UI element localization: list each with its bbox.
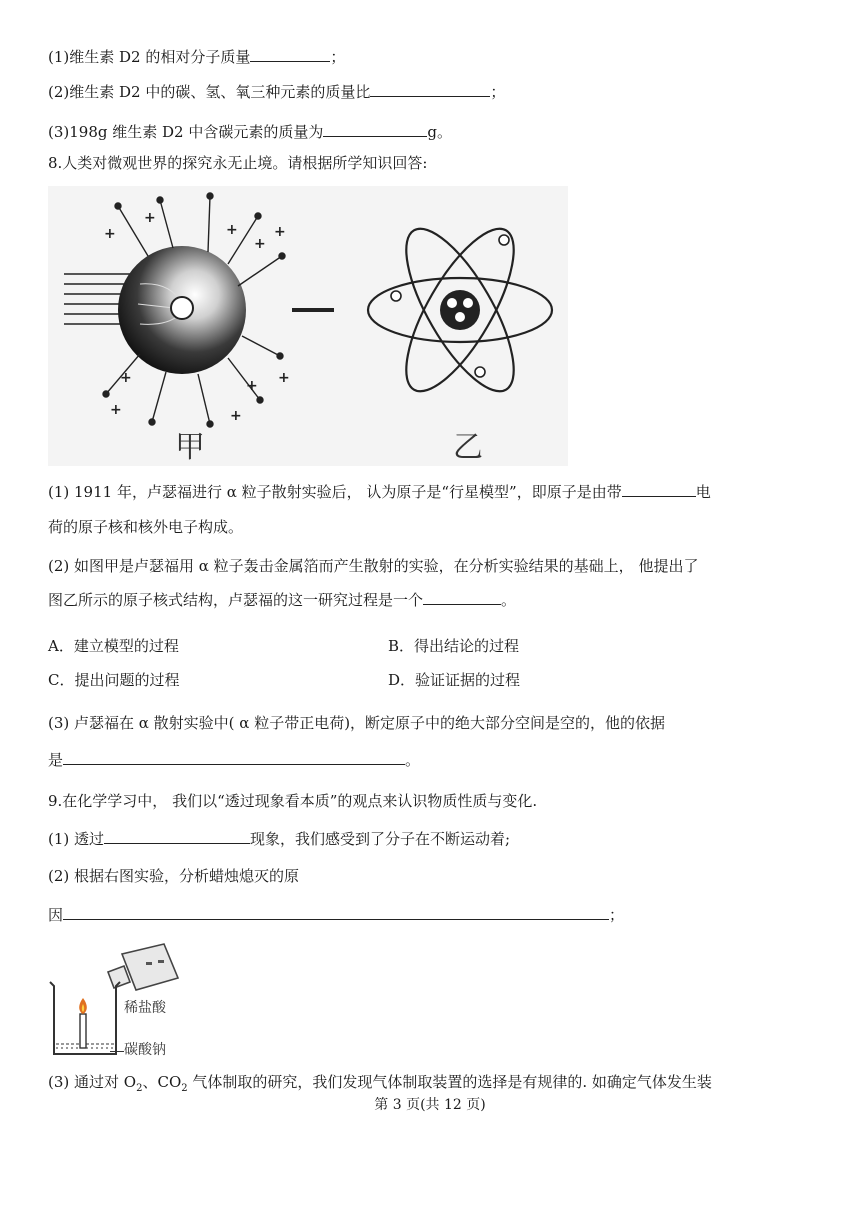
page-footer: 第 3 页(共 12 页) [374,1097,486,1113]
q9-sub1 [48,829,510,849]
svg-text:+: + [120,370,132,386]
figure-label-jia: 甲 [175,430,205,465]
q9-sub1-text: (1) 透过 [48,830,105,848]
q7-sub1-text: (1)维生素 D2 的相对分子质量 [48,48,251,66]
q7-sub2 [48,82,505,102]
q7-sub2-text: (2)维生素 D2 中的碳、氢、氧三种元素的质量比 [48,83,371,101]
q9-sub2-line2 [48,905,624,925]
q9-sub3-text-mid: 、CO [142,1073,182,1091]
svg-text:+: + [104,226,116,242]
q8-sub2-text: 图乙所示的原子核式结构，卢瑟福的这一研究过程是一个 [48,591,424,609]
option-c[interactable]: C．提出问题的过程 [48,671,180,689]
q8-sub2-line1: (2) 如图甲是卢瑟福用 α 粒子轰击金属箔而产生散射的实验，在分析实验结果的基础上， 他提出了 [48,557,699,575]
answer-blank[interactable] [63,905,609,920]
q7-sub2-end: ； [490,83,506,101]
option-a[interactable]: A．建立模型的过程 [48,637,179,655]
answer-blank[interactable] [63,750,405,765]
q9-sub1-text-end: 现象，我们感受到了分子在不断运动着; [250,830,511,848]
q7-sub3-end: g。 [427,123,452,141]
q8-sub1-text-end: 电 [695,483,711,501]
option-d[interactable]: D．验证证据的过程 [388,671,521,689]
answer-blank[interactable] [250,47,330,62]
atom-figure [48,186,568,466]
q7-sub1-end: ； [330,48,346,66]
q7-sub1 [48,47,345,67]
svg-text:+: + [110,402,122,418]
q8-sub1-text: (1) 1911 年，卢瑟福进行 α 粒子散射实验后， 认为原子是“行星模型”，即原子是由带 [48,483,622,501]
answer-blank[interactable] [323,122,427,137]
answer-blank[interactable] [370,82,490,97]
svg-text:+: + [230,408,242,424]
label-dilute-acid: 稀盐酸 [124,1000,166,1016]
q8-sub2-line2 [48,590,516,610]
q9-sub2-text: 因 [48,906,64,924]
q7-sub3-text: (3)198g 维生素 D2 中含碳元素的质量为 [48,123,324,141]
q8-sub3-line2 [48,750,420,770]
q8-title: 8.人类对微观世界的探究永无止境。请根据所学知识回答: [48,154,428,172]
arrow-dash [292,308,334,312]
svg-text:+: + [274,224,286,240]
q7-sub3 [48,122,452,142]
figure-label-yi: 乙 [453,430,483,465]
q9-sub2-end: ； [609,906,625,924]
q8-sub3-line1: (3) 卢瑟福在 α 散射实验中( α 粒子带正电荷)，断定原子中的绝大部分空间是空的，他的依据 [48,714,666,732]
answer-blank[interactable] [104,829,250,844]
atom-nucleus [440,290,480,330]
q8-sub1-line1 [48,482,711,502]
svg-text:+: + [144,210,156,226]
option-b[interactable]: B．得出结论的过程 [388,637,520,655]
subscript: 2 [136,1083,143,1094]
svg-text:+: + [226,222,238,238]
answer-blank[interactable] [622,482,696,497]
svg-text:+: + [278,370,290,386]
q8-sub1-line2: 荷的原子核和核外电子构成。 [48,518,244,536]
label-leader-line [110,1051,124,1052]
label-sodium-carbonate: 碳酸钠 [124,1042,166,1058]
candle [80,1014,86,1048]
answer-blank[interactable] [423,590,501,605]
q9-sub2-line1: (2) 根据右图实验，分析蜡烛熄灭的原 [48,867,300,885]
svg-text:+: + [254,236,266,252]
svg-text:+: + [246,378,258,394]
nucleus-circle [171,297,193,319]
q9-title: 9.在化学学习中， 我们以“透过现象看本质”的观点来认识物质性质与变化. [48,792,538,810]
q9-sub3-text-end: 气体制取的研究，我们发现气体制取装置的选择是有规律的. 如确定气体发生装 [187,1073,712,1091]
q9-sub3-text: (3) 通过对 O [48,1073,137,1091]
q8-sub3-end: 。 [405,751,421,769]
q8-sub2-end: 。 [501,591,517,609]
subscript: 2 [181,1083,188,1094]
q8-sub3-text: 是 [48,751,64,769]
